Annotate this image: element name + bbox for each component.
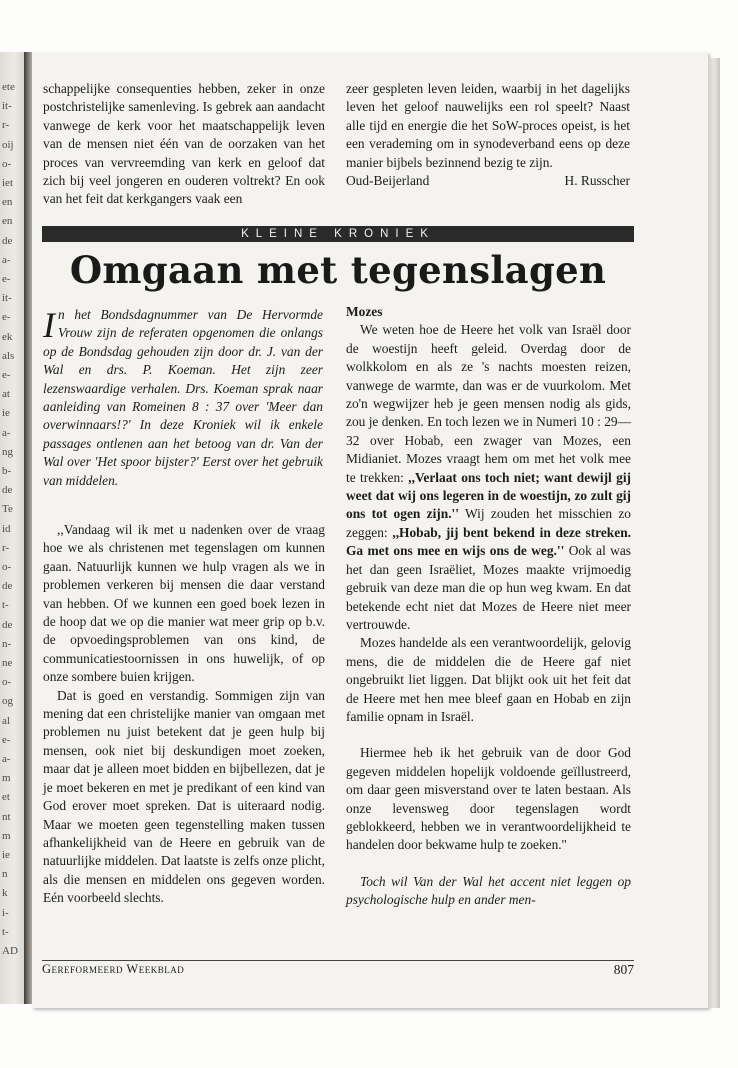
text-run: We weten hoe de Heere het volk van Israël door de woestijn heeft geleid. Overdag door de wolkkolom en als ze 's nachts moesten reizen, vanwege de warmte, dan was er de vuurkolom. Met zo'n wegwijzer heb je geen mensen nodig als gids, zou je denken. En toch lezen we in Numeri 10 : 29—32 over Hobab, een zwager van Mozes, een Midianiet. Mozes vraagt hem om met het volk mee te trekken: <box>346 322 631 485</box>
prev-page-fragment: ie <box>2 849 10 861</box>
prev-page-fragment: it- <box>2 100 12 113</box>
body-paragraph <box>346 321 631 634</box>
drop-cap: I <box>43 305 55 345</box>
prev-page-fragment: nt <box>2 810 11 823</box>
prev-page-fragment: en <box>2 215 13 228</box>
continued-column-right <box>346 80 630 190</box>
prev-page-fragment: o- <box>2 157 12 170</box>
text-run: Wij zouden het misschien zo zeggen: <box>346 506 631 540</box>
prev-page-fragment: a- <box>2 426 11 439</box>
prev-page-fragment: et <box>2 791 10 804</box>
section-label-bar: KLEINE KRONIEK <box>42 226 634 242</box>
prev-page-fragment: ne <box>2 657 13 669</box>
body-paragraph-italic: Toch wil Van der Wal het accent niet leggen op psychologische hulp en ander men- <box>346 873 631 908</box>
previous-page-edge <box>0 52 24 1004</box>
prev-page-fragment: ng <box>2 445 13 458</box>
prev-page-fragment: m <box>2 772 11 785</box>
prev-page-fragment: de <box>2 484 13 497</box>
continued-column-left <box>43 80 325 209</box>
prev-page-fragment: iet <box>2 177 13 189</box>
prev-page-fragment: en <box>2 196 13 209</box>
body-column-left <box>43 521 325 908</box>
paragraph-gap <box>346 855 631 873</box>
prev-page-fragment: al <box>2 714 10 727</box>
prev-page-fragment: ie <box>2 407 10 420</box>
prev-page-fragment: i- <box>2 906 9 919</box>
letter-signature <box>346 172 630 190</box>
prev-page-fragment: o- <box>2 561 12 573</box>
book-spine <box>24 52 32 1004</box>
prev-page-fragment: r- <box>2 119 10 132</box>
bold-quote: ,,Hobab, jij bent bekend in deze streken. Ga met ons mee en wijs ons de weg.'' <box>346 524 631 559</box>
prev-page-fragment: it- <box>2 292 12 305</box>
prev-page-fragment: r- <box>2 541 10 554</box>
continued-paragraph-end: zeer gespleten leven leiden, waarbij in het dagelijks leven het geloof nauwelijks een rol speelt? Naast alle tijd en energie die het SoW-proces opeist, is het een verademing om in synodeverband eens op deze manier bijbels bezinnend bezig te zijn. <box>346 81 630 170</box>
page-number: 807 <box>613 962 634 977</box>
prev-page-fragment: e- <box>2 369 11 381</box>
prev-page-fragment: n- <box>2 637 12 650</box>
prev-page-fragment: t- <box>2 599 9 612</box>
prev-page-fragment: a- <box>2 253 11 266</box>
bold-quote: ,,Verlaat ons toch niet; want dewijl gij weet dat wij ons legeren in de woestijn, zo zult gij ons tot ogen zijn.'' <box>346 469 631 522</box>
prev-page-fragment: ete <box>2 81 15 93</box>
prev-page-fragment: e- <box>2 311 11 324</box>
prev-page-fragment: a- <box>2 753 11 765</box>
paragraph-gap <box>346 726 631 744</box>
body-paragraph: Dat is goed en verstandig. Sommigen zijn van mening dat een christelijke manier van omgaan met problemen nu juist betekent dat je geen hulp bij mensen, ook niet bij deskundigen moet zoeken, maar dat je alleen moet bidden en bijbellezen, dat je je moet bekeren en met je predikant of een kind van God erover moet spreken. Dat is uiteraard nodig. Maar we moeten geen tegenstelling maken tussen afhankelijkheid van de Heere en gebruik van de natuurlijke middelen. Dat laatste is zelfs onze plicht, als die mensen en middelen ons gegeven worden. Eén voorbeeld slechts. <box>43 687 325 906</box>
prev-page-fragment: de <box>2 580 13 593</box>
prev-page-fragment: als <box>2 349 15 362</box>
signature-place: Oud-Beijerland <box>346 173 430 189</box>
prev-page-fragment: m <box>2 829 11 842</box>
prev-page-fragment: AD <box>2 945 18 957</box>
prev-page-fragment: ek <box>2 330 13 343</box>
text-run: Ook al was het dan geen Israëliet, Mozes maakte vrijmoedig gebruik van deze man die op hun weg kwam. En dat betekende echt niet dat Mozes de Heere niet meer vertrouwde. <box>346 543 632 632</box>
prev-page-fragment: id <box>2 522 11 535</box>
signature-author: H. Russcher <box>564 173 630 189</box>
prev-page-fragment: k <box>2 887 8 900</box>
intro-text: n het Bondsdagnummer van De Hervormde Vrouw zijn de referaten opgenomen die onlangs op de Bondsdag gehouden zijn door dr. J. van der Wal en drs. P. Koeman. Het zijn zeer lezenswaardige verhalen. Drs. Koeman sprak naar aanleiding van Romeinen 8 : 37 over 'Meer dan overwinnaars!?' In deze Kroniek wil ik enkele passages ontlenen aan het betoog van dr. Van der Wal over 'Het spoor bijster?' Eerst over het gebruik van middelen. <box>43 307 323 488</box>
prev-page-fragment: t- <box>2 925 9 938</box>
subheading: Mozes <box>346 304 383 319</box>
prev-page-fragment: Te <box>2 503 13 516</box>
continued-paragraph: schappelijke consequenties hebben, zeker in onze postchristelijke samenleving. Is gebrek aan aandacht vanwege de kerk voor het maatschappelijk leven van de mensen niet één van de oorzaken van het proces van vervreemding van kerk en geloof dat zich bij veel jongeren en ouderen voltrekt? En ook van het feit dat kerkgangers vaak een <box>43 81 325 207</box>
prev-page-fragment: at <box>2 388 10 401</box>
prev-page-fragment: og <box>2 695 13 708</box>
body-paragraph: Mozes handelde als een verantwoordelijk, gelovig mens, die de middelen die de Heere gaf niet ongebruikt liet liggen. Dat blijkt ook uit het feit dat de Heere met hen mee bleef gaan en Hobab en zijn familie opnam in Israël. <box>346 635 631 724</box>
body-paragraph: ,,Vandaag wil ik met u nadenken over de vraag hoe we als christenen met tegenslagen om kunnen gaan. Natuurlijk kunnen we hulp vragen als we in problemen verkeren bij mensen die daar verstand van hebben. Of we kunnen een goed boek lezen in de hoop dat we op die manier wat meer grip op b.v. de opvoedingsproblemen van ons kind, de communicatiestoornissen in ons huwelijk, of op onze sombere buien krijgen. <box>43 522 325 685</box>
prev-page-fragment: e- <box>2 273 11 285</box>
page-stack-edge <box>708 58 720 1008</box>
footer-publication: Gereformeerd Weekblad <box>42 962 185 976</box>
prev-page-fragment: de <box>2 234 13 247</box>
article-title: Omgaan met tegenslagen <box>69 248 607 292</box>
prev-page-fragment: oij <box>2 138 14 151</box>
body-column-right <box>346 303 631 910</box>
article-intro <box>43 306 323 490</box>
prev-page-fragment: n <box>2 868 8 881</box>
prev-page-fragment: o- <box>2 676 12 689</box>
footer-rule <box>42 960 634 961</box>
prev-page-fragment: b- <box>2 465 12 477</box>
prev-page-fragment: de <box>2 618 13 631</box>
prev-page-fragment: e- <box>2 733 11 746</box>
body-paragraph: Hiermee heb ik het gebruik van de door God gegeven middelen hopelijk voldoende geïllustreerd, om daar geen misverstand over te laten bestaan. Als onze levensweg door tegenslagen wordt geblokkeerd, hebben we in verantwoordelijkheid te handelen door bekwame hulp te zoeken.'' <box>346 745 631 853</box>
